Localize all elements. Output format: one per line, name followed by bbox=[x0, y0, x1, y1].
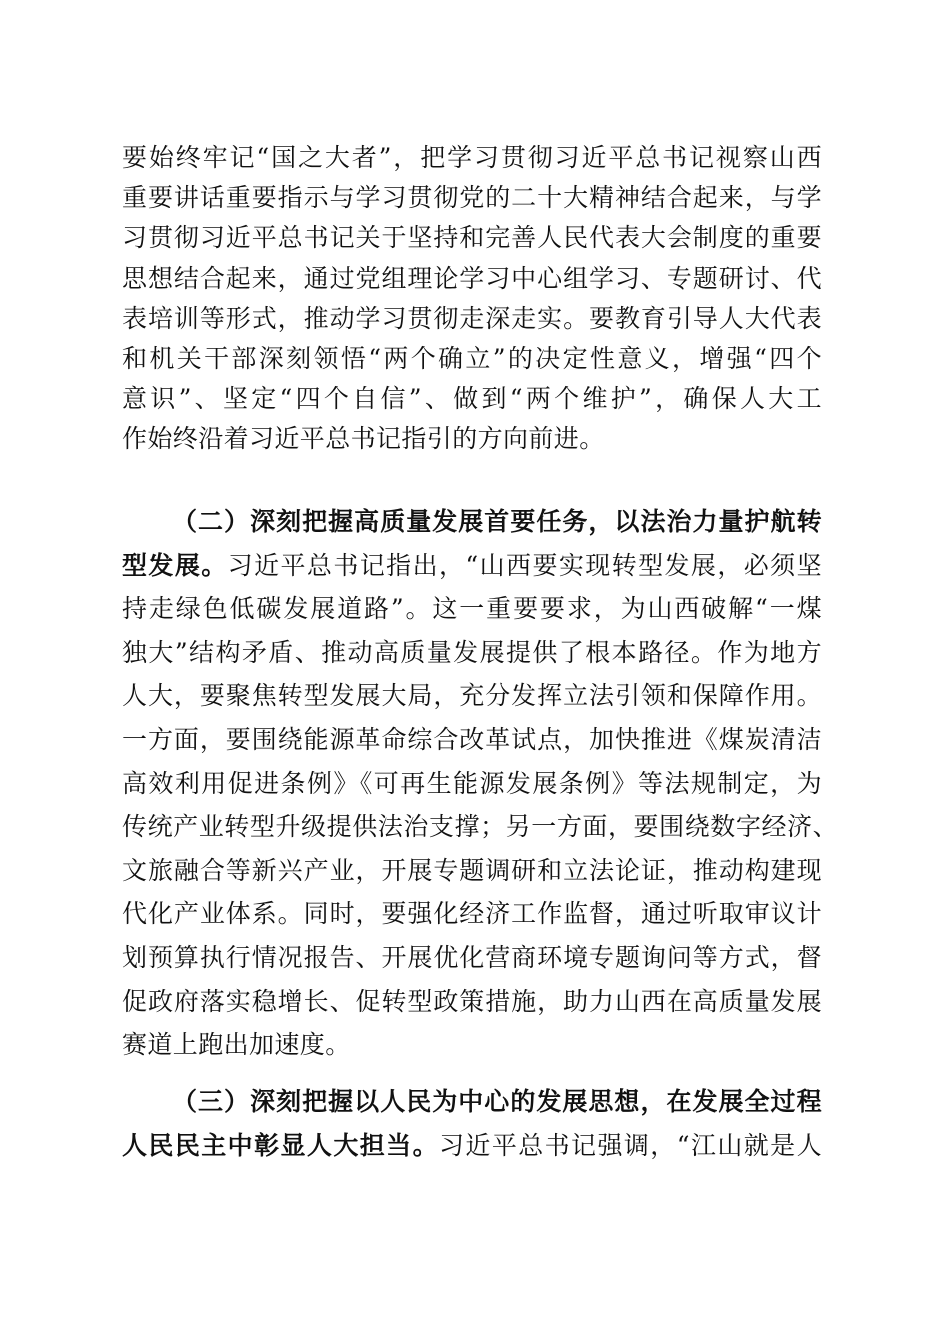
paragraph-line bbox=[122, 1124, 822, 1168]
paragraph-line: 持走绿色低碳发展道路”。这一重要要求，为山西破解“一煤 bbox=[122, 594, 822, 624]
paragraph-line: 一方面，要围绕能源革命综合改革试点，加快推进《煤炭清洁 bbox=[122, 724, 822, 754]
paragraph-line: 人大，要聚焦转型发展大局，充分发挥立法引领和保障作用。 bbox=[122, 681, 822, 711]
paragraph-line: 重要讲话重要指示与学习贯彻党的二十大精神结合起来，与学 bbox=[122, 183, 822, 213]
paragraph-line: 要始终牢记“国之大者”，把学习贯彻习近平总书记视察山西 bbox=[122, 143, 822, 172]
section-heading-3: （三）深刻把握以人民为中心的发展思想，在发展全过程 bbox=[172, 1087, 822, 1116]
section-heading-2: （二）深刻把握高质量发展首要任务，以法治力量护航转 bbox=[172, 507, 822, 536]
paragraph-line: 思想结合起来，通过党组理论学习中心组学习、专题研讨、代 bbox=[122, 263, 822, 293]
paragraph-line: 划预算执行情况报告、开展优化营商环境专题询问等方式，督 bbox=[122, 942, 822, 972]
paragraph-line: 促政府落实稳增长、促转型政策措施，助力山西在高质量发展 bbox=[122, 986, 822, 1016]
paragraph-text: 习近平总书记指出，“山西要实现转型发展，必须坚 bbox=[227, 550, 822, 580]
paragraph-3 bbox=[122, 1080, 822, 1168]
paragraph-line: 表培训等形式，推动学习贯彻走深走实。要教育引导人大代表 bbox=[122, 303, 822, 333]
paragraph-text: 习近平总书记强调，“江山就是人 bbox=[438, 1131, 822, 1160]
paragraph-line: 代化产业体系。同时，要强化经济工作监督，通过听取审议计 bbox=[122, 899, 822, 929]
paragraph-line: 习贯彻习近平总书记关于坚持和完善人民代表大会制度的重要 bbox=[122, 223, 822, 253]
paragraph-line bbox=[122, 544, 822, 588]
paragraph-line: 赛道上跑出加速度。 bbox=[122, 1030, 351, 1060]
paragraph-line: 作始终沿着习近平总书记指引的方向前进。 bbox=[122, 424, 605, 454]
paragraph-line: 独大”结构矛盾、推动高质量发展提供了根本路径。作为地方 bbox=[122, 637, 822, 667]
paragraph-2 bbox=[122, 500, 838, 1067]
paragraph-line: 高效利用促进条例》《可再生能源发展条例》等法规制定，为 bbox=[122, 768, 822, 798]
paragraph-line: 和机关干部深刻领悟“两个确立”的决定性意义，增强“四个 bbox=[122, 343, 822, 373]
paragraph-line: 传统产业转型升级提供法治支撑；另一方面，要围绕数字经济、 bbox=[122, 812, 838, 842]
section-heading-2-end: 型发展。 bbox=[122, 550, 228, 580]
paragraph-1 bbox=[122, 138, 822, 460]
paragraph-line: 文旅融合等新兴产业，开展专题调研和立法论证，推动构建现 bbox=[122, 855, 822, 885]
paragraph-line: 意识”、坚定“四个自信”、做到“两个维护”，确保人大工 bbox=[122, 384, 822, 414]
section-heading-3-end: 人民民主中彰显人大担当。 bbox=[122, 1131, 439, 1160]
